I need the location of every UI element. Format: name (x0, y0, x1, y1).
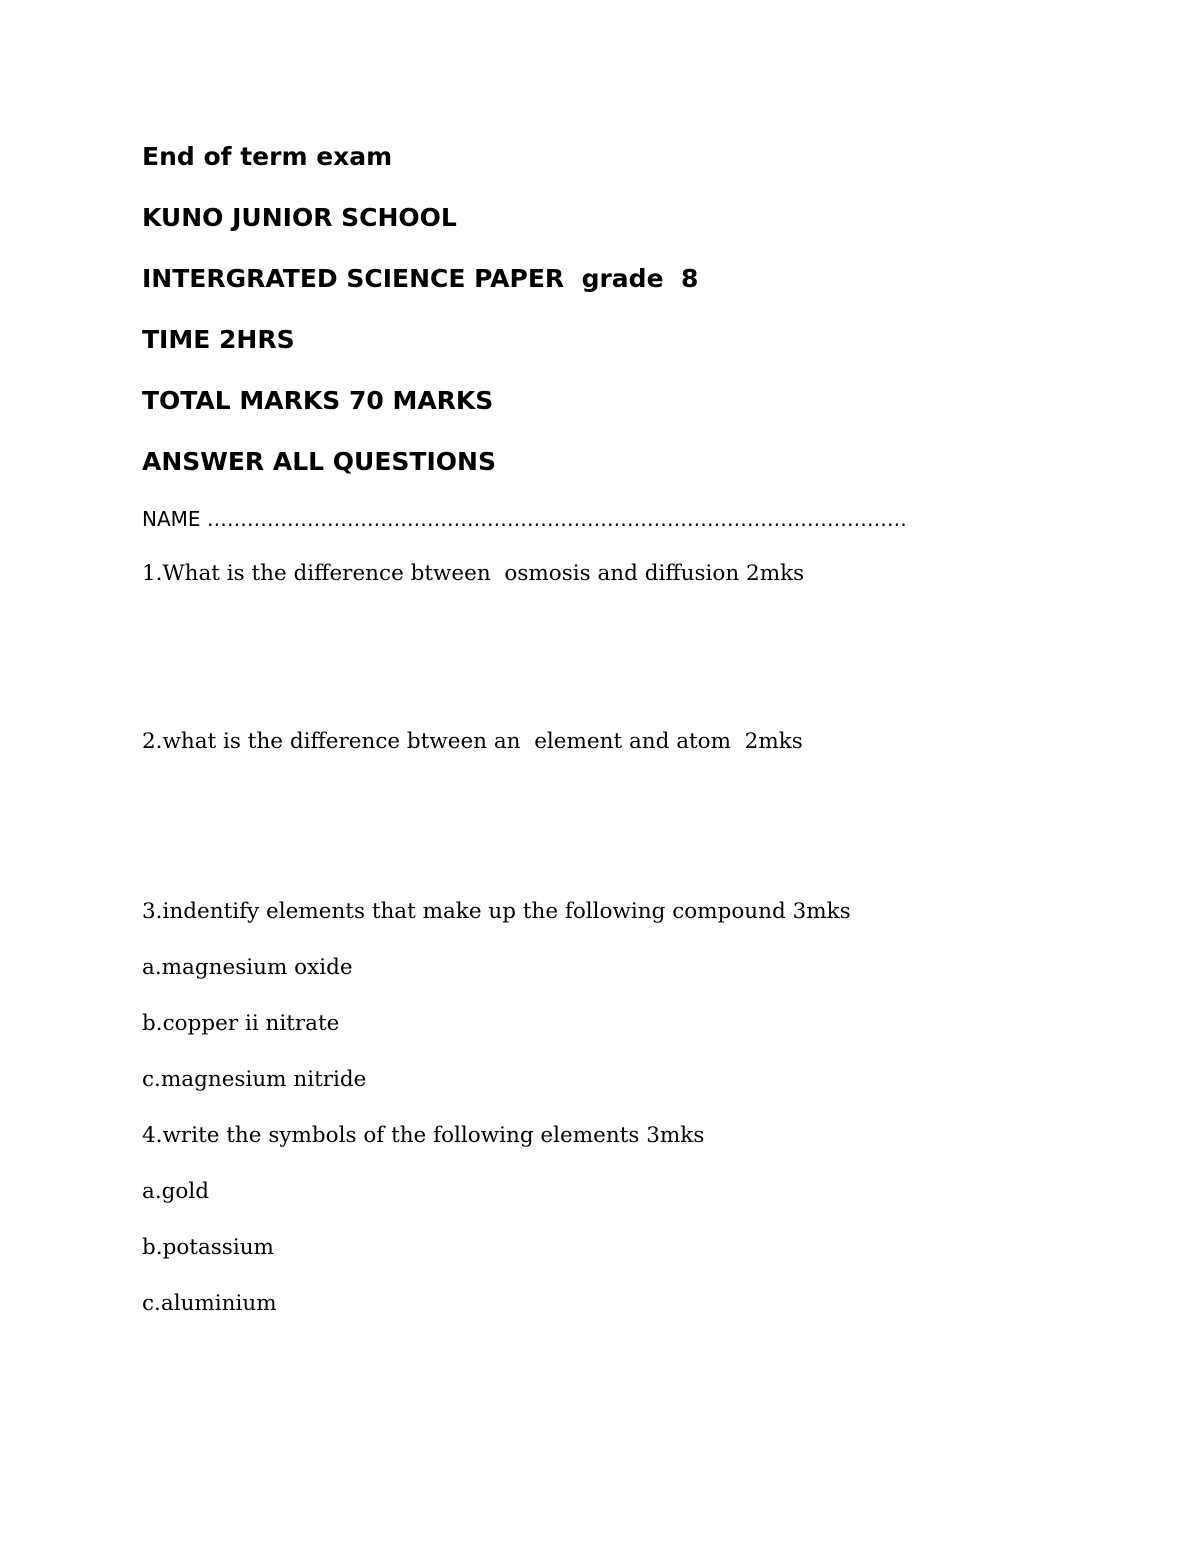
exam-title: End of term exam (142, 142, 393, 171)
question-3-item-a: a.magnesium oxide (142, 955, 353, 980)
question-4: 4.write the symbols of the following elements 3mks (142, 1123, 705, 1148)
question-3-item-b: b.copper ii nitrate (142, 1011, 340, 1036)
question-4-item-a: a.gold (142, 1179, 209, 1204)
school-name: KUNO JUNIOR SCHOOL (142, 203, 457, 232)
question-4-item-b: b.potassium (142, 1235, 274, 1260)
question-4-item-c: c.aluminium (142, 1291, 277, 1316)
total-marks: TOTAL MARKS 70 MARKS (142, 386, 494, 415)
name-field: NAME …………………………………………………………………………………………… (142, 509, 907, 529)
exam-time: TIME 2HRS (142, 325, 295, 354)
paper-title: INTERGRATED SCIENCE PAPER grade 8 (142, 264, 699, 293)
question-3: 3.indentify elements that make up the following compound 3mks (142, 899, 851, 924)
question-1: 1.What is the difference btween osmosis and diffusion 2mks (142, 561, 805, 586)
question-2: 2.what is the difference btween an element and atom 2mks (142, 729, 803, 754)
instruction: ANSWER ALL QUESTIONS (142, 447, 496, 476)
question-3-item-c: c.magnesium nitride (142, 1067, 367, 1092)
